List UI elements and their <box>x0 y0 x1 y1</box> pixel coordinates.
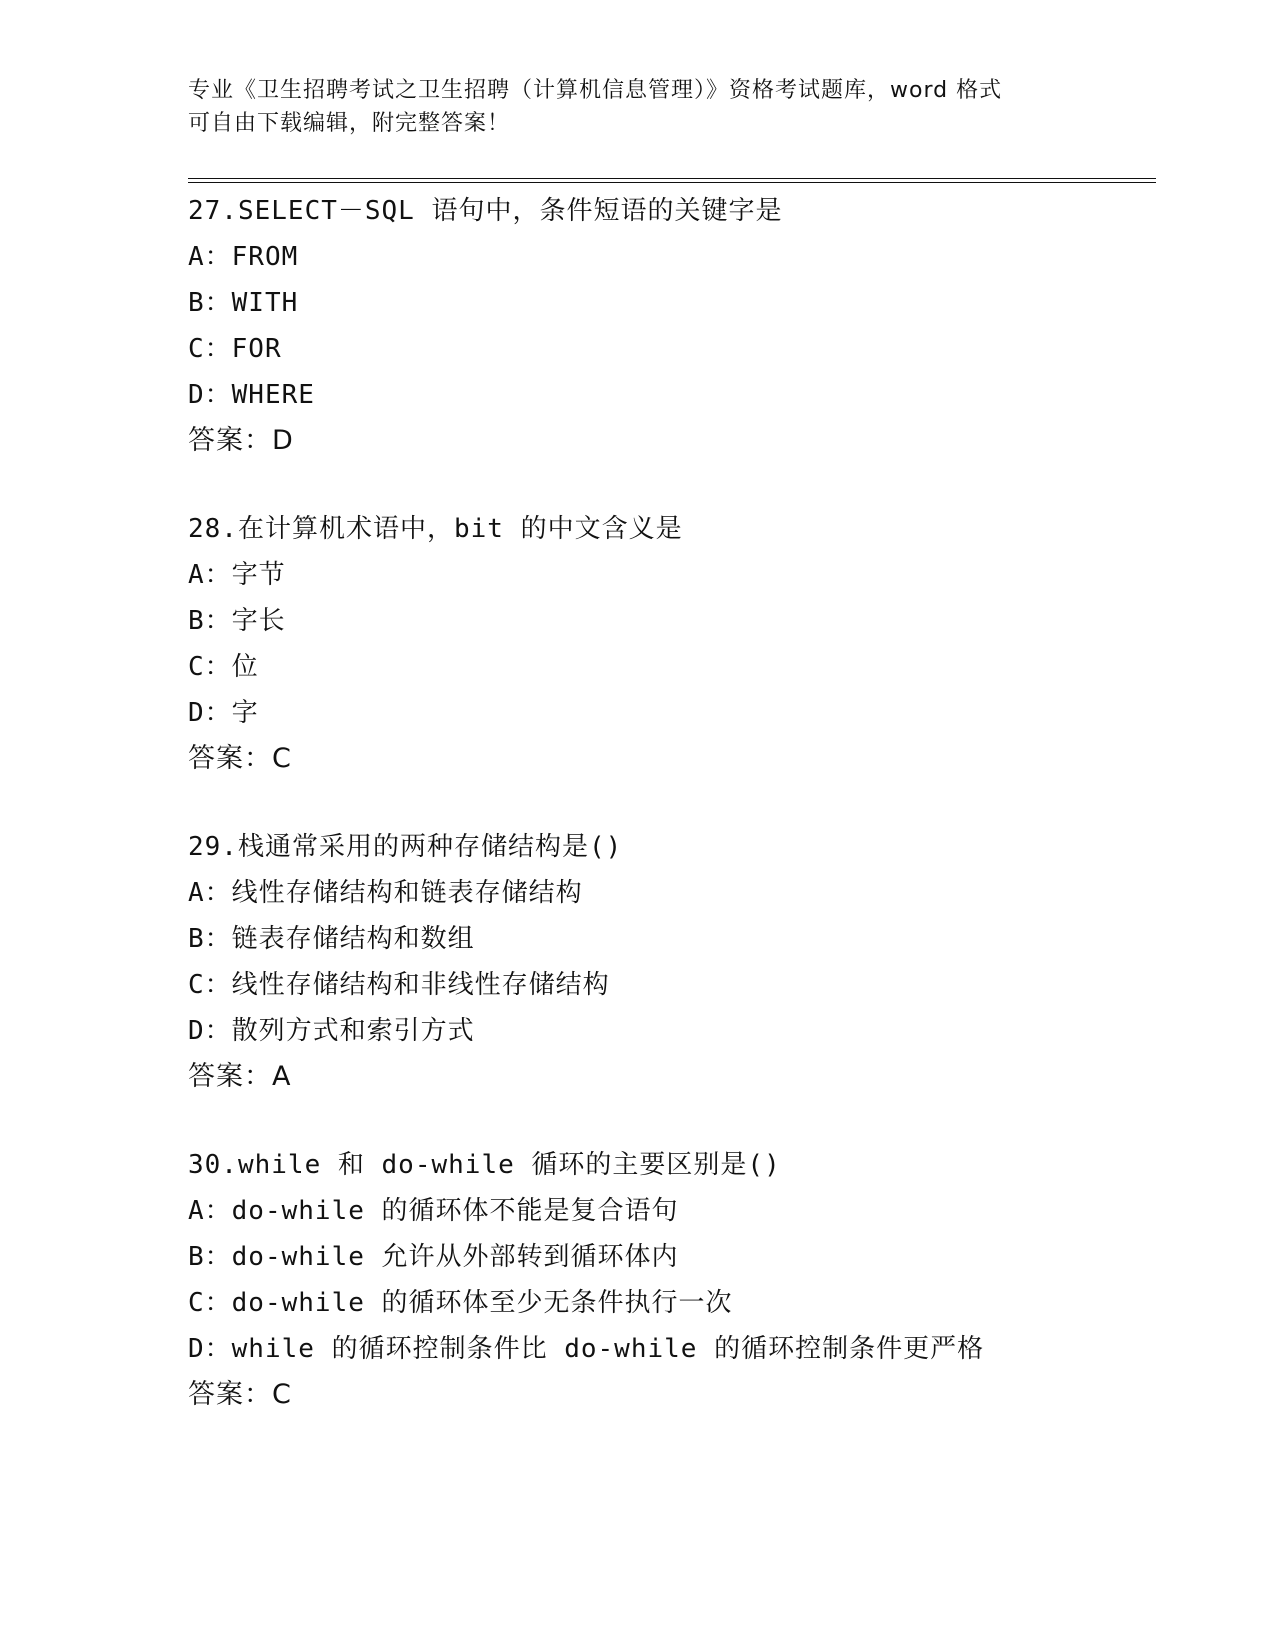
answer: 答案：C <box>188 743 292 774</box>
answer: 答案：C <box>188 1379 292 1410</box>
header-line-2: 可自由下载编辑，附完整答案！ <box>188 111 511 136</box>
option-a: A：do-while 的循环体不能是复合语句 <box>188 1196 679 1226</box>
option-a: A：线性存储结构和链表存储结构 <box>188 878 583 908</box>
option-b: B：字长 <box>188 606 286 636</box>
option-d: D：散列方式和索引方式 <box>188 1016 475 1046</box>
option-d: D：WHERE <box>188 380 315 410</box>
option-b: B：do-while 允许从外部转到循环体内 <box>188 1242 679 1272</box>
question-30 <box>188 1142 1188 1418</box>
header-divider <box>188 178 1156 183</box>
option-a: A：字节 <box>188 560 286 590</box>
option-d: D：while 的循环控制条件比 do-while 的循环控制条件更严格 <box>188 1334 985 1364</box>
question-28 <box>188 506 1188 782</box>
header-line-1: 专业《卫生招聘考试之卫生招聘（计算机信息管理）》资格考试题库，word 格式 <box>188 78 1003 103</box>
option-c: C：线性存储结构和非线性存储结构 <box>188 970 610 1000</box>
answer: 答案：A <box>188 1061 292 1092</box>
question-list <box>188 188 1188 1460</box>
question-title: 27.SELECT－SQL 语句中，条件短语的关键字是 <box>188 196 783 226</box>
question-27 <box>188 188 1188 464</box>
option-a: A：FROM <box>188 242 299 272</box>
option-c: C：do-while 的循环体至少无条件执行一次 <box>188 1288 733 1318</box>
option-c: C：FOR <box>188 334 282 364</box>
option-d: D：字 <box>188 698 259 728</box>
question-title: 28.在计算机术语中，bit 的中文含义是 <box>188 514 683 544</box>
option-c: C：位 <box>188 652 259 682</box>
question-title: 29.栈通常采用的两种存储结构是() <box>188 832 623 862</box>
question-title: 30.while 和 do-while 循环的主要区别是() <box>188 1150 781 1180</box>
document-header <box>188 74 1088 140</box>
question-29 <box>188 824 1188 1100</box>
answer: 答案：D <box>188 425 294 456</box>
option-b: B：WITH <box>188 288 299 318</box>
option-b: B：链表存储结构和数组 <box>188 924 475 954</box>
